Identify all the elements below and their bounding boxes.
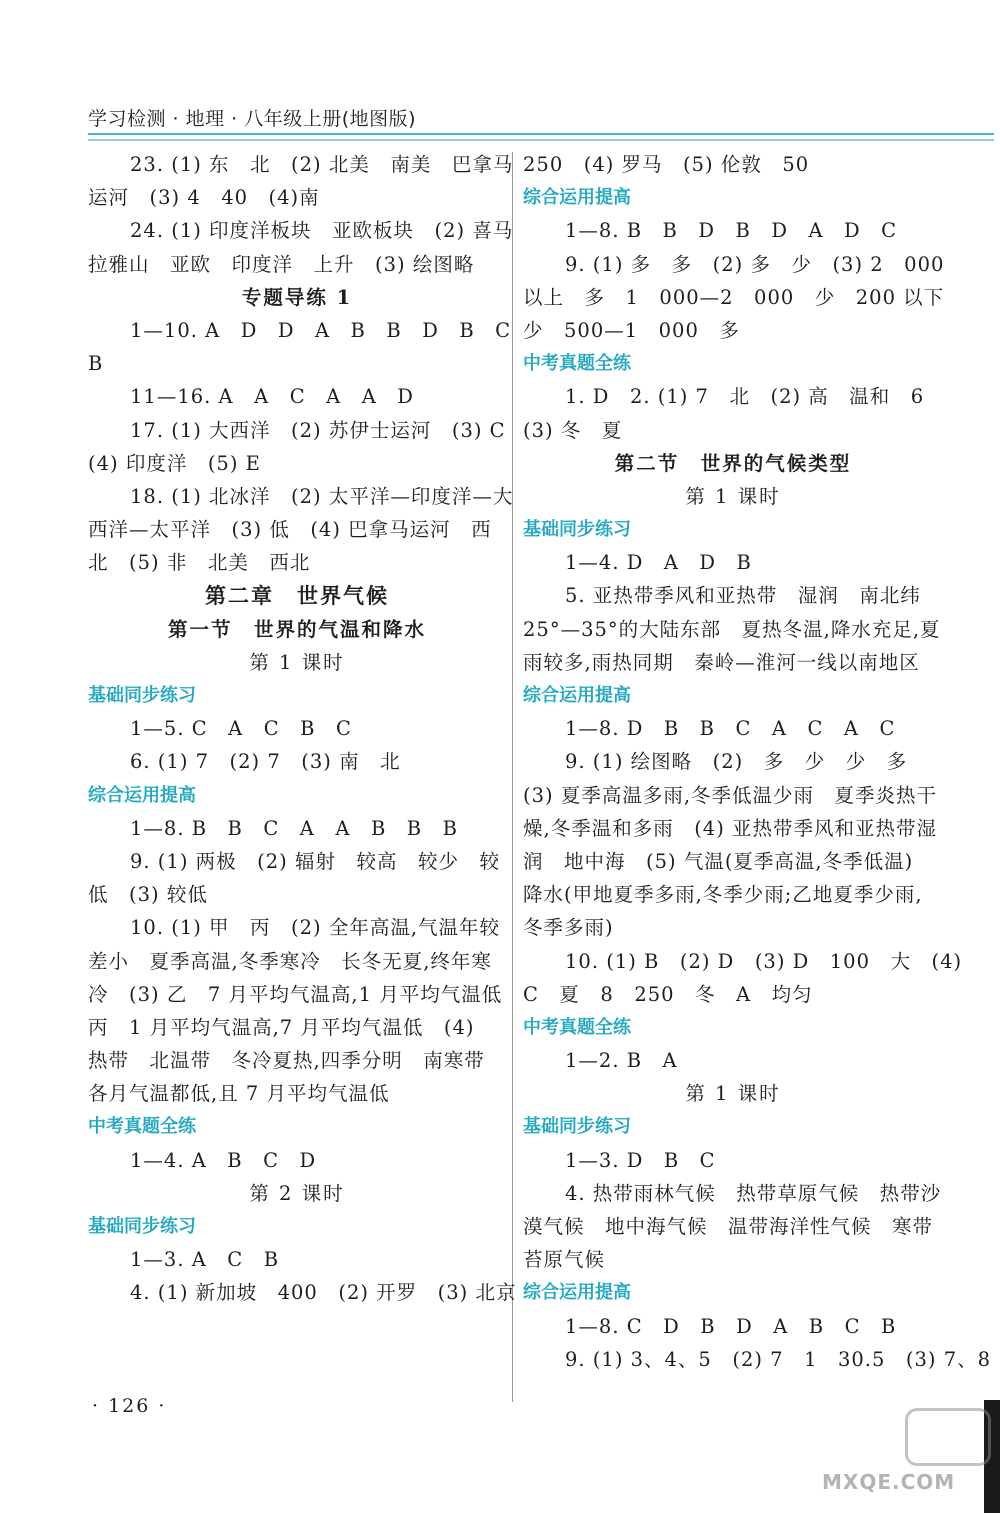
answer-continuation: 热带 北温带 冬冷夏热,四季分明 南寒带: [88, 1049, 485, 1073]
answer-line: 10. (1) B (2) D (3) D 100 大 (4): [565, 949, 963, 973]
answer-line: 23. (1) 东 北 (2) 北美 南美 巴拿马: [130, 153, 514, 176]
answer-continuation: 差小 夏季高温,冬季寒冷 长冬无夏,终年寒: [88, 949, 492, 973]
header-rule-secondary: [88, 139, 994, 141]
exercise-label: 基础同步练习: [523, 1116, 631, 1138]
answer-line: 9. (1) 多 多 (2) 多 少 (3) 2 000: [565, 252, 945, 276]
answer-continuation: 漠气候 地中海气候 温带海洋性气候 寒带: [523, 1215, 934, 1238]
answer-line: 6. (1) 7 (2) 7 (3) 南 北: [130, 750, 401, 774]
answer-line: 4. 热带雨林气候 热带草原气候 热带沙: [565, 1181, 942, 1205]
answer-continuation: 降水(甲地夏季多雨,冬季少雨;乙地夏季少雨,: [523, 883, 923, 907]
answer-line: 1—4. D A D B: [565, 551, 752, 575]
answer-line: 11—16. A A C A A D: [130, 385, 414, 409]
watermark-logo: [905, 1408, 991, 1466]
answer-line: 1—5. C A C B C: [130, 717, 352, 741]
answer-line: 5. 亚热带季风和亚热带 湿润 南北纬: [565, 584, 921, 608]
exercise-label: 综合运用提高: [88, 784, 196, 806]
answer-line: 1—10. A D D A B B D B C: [130, 318, 512, 342]
exercise-label: 基础同步练习: [88, 1216, 196, 1237]
answer-continuation: 苔原气候: [523, 1248, 606, 1272]
answer-continuation: 丙 1 月平均气温高,7 月平均气温低 (4): [88, 1015, 475, 1039]
answer-line: 1—8. C D B D A B C B: [565, 1314, 897, 1338]
answer-continuation: 少 500—1 000 多: [523, 318, 740, 342]
exercise-label: 综合运用提高: [523, 187, 631, 209]
answer-line: 1. D 2. (1) 7 北 (2) 高 温和 6: [565, 385, 925, 409]
lesson-heading: 第 1 课时: [685, 484, 781, 508]
answer-line: 18. (1) 北冰洋 (2) 太平洋—印度洋—大: [130, 484, 514, 508]
lesson-heading: 第 2 课时: [249, 1181, 345, 1205]
answer-line: 9. (1) 两极 (2) 辐射 较高 较少 较: [130, 849, 500, 873]
section-heading: 第二节 世界的气候类型: [614, 451, 852, 475]
page-number: · 126 ·: [92, 1395, 167, 1417]
exercise-label: 中考真题全练: [523, 1016, 631, 1038]
watermark-url: MXQE.COM: [822, 1470, 956, 1494]
answer-continuation: 燥,冬季温和多雨 (4) 亚热带季风和亚热带湿: [523, 816, 938, 840]
answer-continuation: 冷 (3) 乙 7 月平均气温高,1 月平均气温低: [88, 982, 503, 1006]
answer-continuation: B: [88, 352, 104, 376]
right-column: [523, 148, 992, 1376]
answer-continuation: 以上 多 1 000—2 000 少 200 以下: [523, 285, 945, 309]
answer-line: 1—2. B A: [565, 1049, 678, 1073]
answer-continuation: 各月气温都低,且 7 月平均气温低: [88, 1082, 390, 1106]
answer-continuation: (3) 夏季高温多雨,冬季低温少雨 夏季炎热干: [523, 783, 938, 807]
answer-continuation: 25°—35°的大陆东部 夏热冬温,降水充足,夏: [523, 617, 941, 641]
exercise-label: 综合运用提高: [523, 685, 631, 706]
answer-continuation: 润 地中海 (5) 气温(夏季高温,冬季低温): [523, 849, 914, 873]
chapter-title: 第二章 世界气候: [205, 583, 389, 609]
answer-line: 1—8. D B B C A C A C: [565, 717, 896, 741]
exercise-label: 中考真题全练: [523, 353, 631, 375]
answer-line: 10. (1) 甲 丙 (2) 全年高温,气温年较: [130, 916, 501, 940]
exercise-label: 综合运用提高: [523, 1282, 631, 1304]
answer-line: 24. (1) 印度洋板块 亚欧板块 (2) 喜马: [130, 219, 514, 243]
answer-line: 4. (1) 新加坡 400 (2) 开罗 (3) 北京: [130, 1281, 517, 1305]
exercise-label: 基础同步练习: [523, 519, 631, 541]
exercise-label: 中考真题全练: [88, 1116, 196, 1138]
answer-continuation: 北 (5) 非 北美 西北: [88, 551, 311, 575]
answer-line: 9. (1) 3、4、5 (2) 7 1 30.5 (3) 7、8: [565, 1347, 992, 1371]
answer-continuation: C 夏 8 250 冬 A 均匀: [523, 982, 813, 1006]
answer-continuation: 西洋—太平洋 (3) 低 (4) 巴拿马运河 西: [88, 518, 492, 542]
answer-line: 1—8. B B D B D A D C: [565, 219, 898, 243]
answer-continuation: 拉雅山 亚欧 印度洋 上升 (3) 绘图略: [88, 252, 475, 276]
answer-line: 1—3. D B C: [565, 1148, 716, 1172]
answer-continuation: 雨较多,雨热同期 秦岭—淮河一线以南地区: [523, 650, 920, 674]
exercise-label: 基础同步练习: [88, 685, 196, 706]
answer-continuation: 低 (3) 较低: [88, 883, 208, 907]
header-rule: [88, 133, 994, 135]
answer-line: 1—3. A C B: [130, 1248, 280, 1272]
section-heading: 第一节 世界的气温和降水: [167, 617, 426, 641]
section-heading: 专题导练 1: [241, 285, 353, 309]
answer-continuation: 冬季多雨): [523, 916, 614, 940]
answer-line: 9. (1) 绘图略 (2) 多 少 少 多: [565, 750, 908, 774]
running-header: 学习检测 · 地理 · 八年级上册(地图版): [88, 108, 417, 130]
answer-continuation: (4) 印度洋 (5) E: [88, 451, 261, 475]
answer-line: 1—4. A B C D: [130, 1148, 317, 1172]
answer-line: 17. (1) 大西洋 (2) 苏伊士运河 (3) C: [130, 418, 506, 442]
left-column: [88, 148, 517, 1310]
answer-continuation: 运河 (3) 4 40 (4)南: [88, 186, 320, 210]
lesson-heading: 第 1 课时: [249, 650, 345, 674]
answer-line: 1—8. B B C A A B B B: [130, 816, 458, 840]
answer-continuation: (3) 冬 夏: [523, 418, 623, 442]
column-divider: [512, 152, 513, 1402]
answer-continuation: 250 (4) 罗马 (5) 伦敦 50: [523, 153, 810, 176]
lesson-heading: 第 1 课时: [685, 1082, 781, 1106]
